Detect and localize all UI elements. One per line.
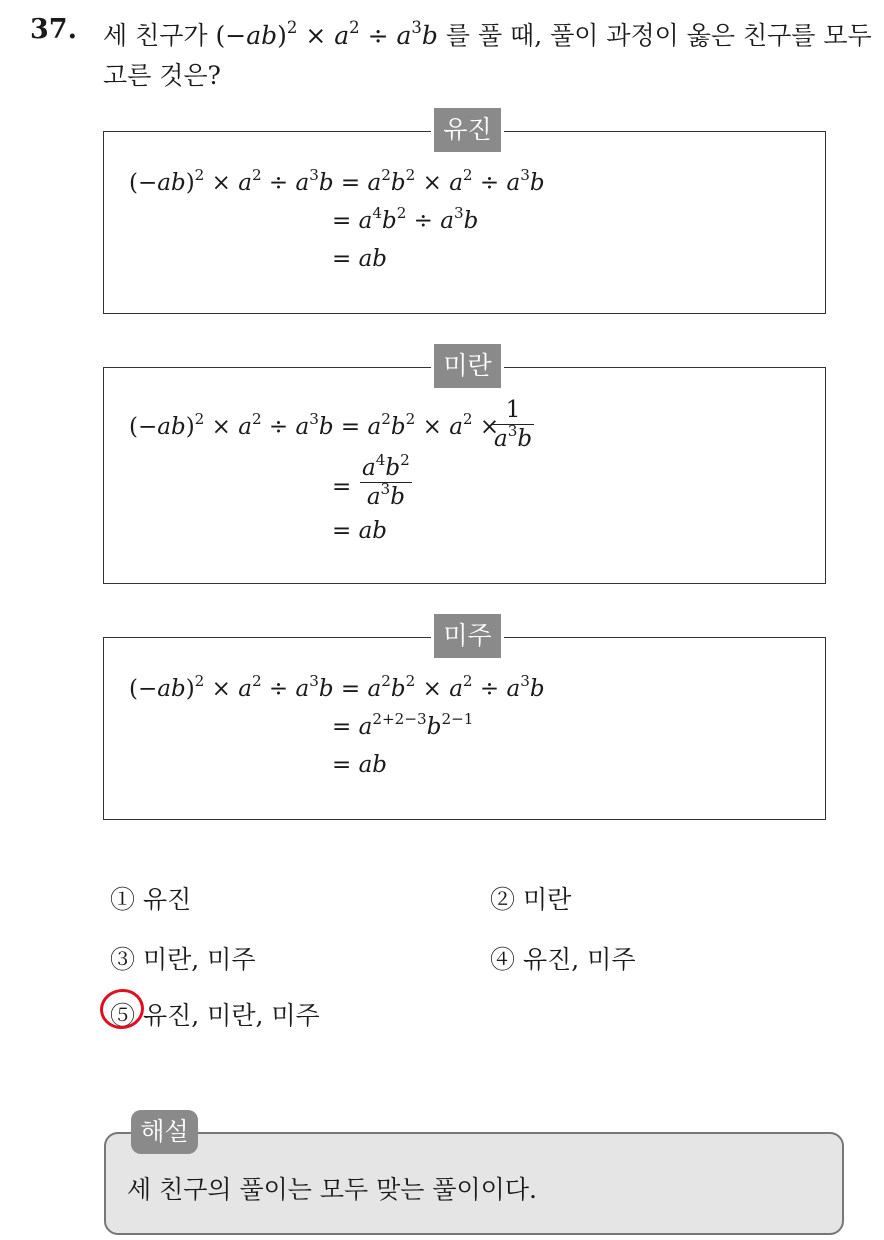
solution-tag: 미주 (431, 614, 504, 658)
choice-5[interactable]: ⑤ 유진, 미란, 미주 (110, 1001, 320, 1030)
equation-line: $(-ab)^2 \times a^2 \div a^3b = a^2b^2 \times a^2 \div a^3b$ (129, 671, 545, 702)
solution-box-miran (103, 351, 826, 584)
equation-line: = (332, 474, 352, 500)
explanation-text: 세 친구의 풀이는 모두 맞는 풀이이다. (127, 1175, 537, 1204)
solution-tag: 유진 (431, 108, 504, 152)
question-number: 37. (30, 14, 77, 45)
solution-box-miju (103, 621, 826, 820)
question-text: 세 친구가 $(-ab)^2 \times a^2 \div a^3b$ 를 풀 때, 풀이 과정이 옳은 친구를 모두 고른 것은? (103, 18, 872, 90)
choice-4[interactable]: ④ 유진, 미주 (490, 945, 636, 974)
choice-1[interactable]: ① 유진 (110, 885, 192, 914)
solution-tag: 미란 (431, 344, 504, 388)
fraction: $a^4b^2$ $a^3b$ (362, 450, 410, 510)
equation-line: = ab (332, 246, 388, 272)
equation-line: $(-ab)^2 \times a^2 \div a^3b = a^2b^2 \times a^2$ × (129, 409, 500, 440)
fraction: 1 $a^3b$ (494, 397, 533, 452)
choice-2[interactable]: ② 미란 (490, 885, 572, 914)
equation-line: = $a^4b^2 \div a^3b$ (332, 203, 479, 234)
equation-line: $(-ab)^2 \times a^2 \div a^3b = a^2b^2 \times a^2 \div a^3b$ (129, 165, 545, 196)
equation-line: = ab (332, 752, 388, 778)
equation-line: = $a^{2+2-3}b^{2-1}$ (332, 709, 474, 740)
equation-line: = ab (332, 518, 388, 544)
explanation-tag: 해설 (131, 1110, 198, 1154)
solution-box-yujin (103, 115, 826, 314)
choice-3[interactable]: ③ 미란, 미주 (110, 945, 256, 974)
